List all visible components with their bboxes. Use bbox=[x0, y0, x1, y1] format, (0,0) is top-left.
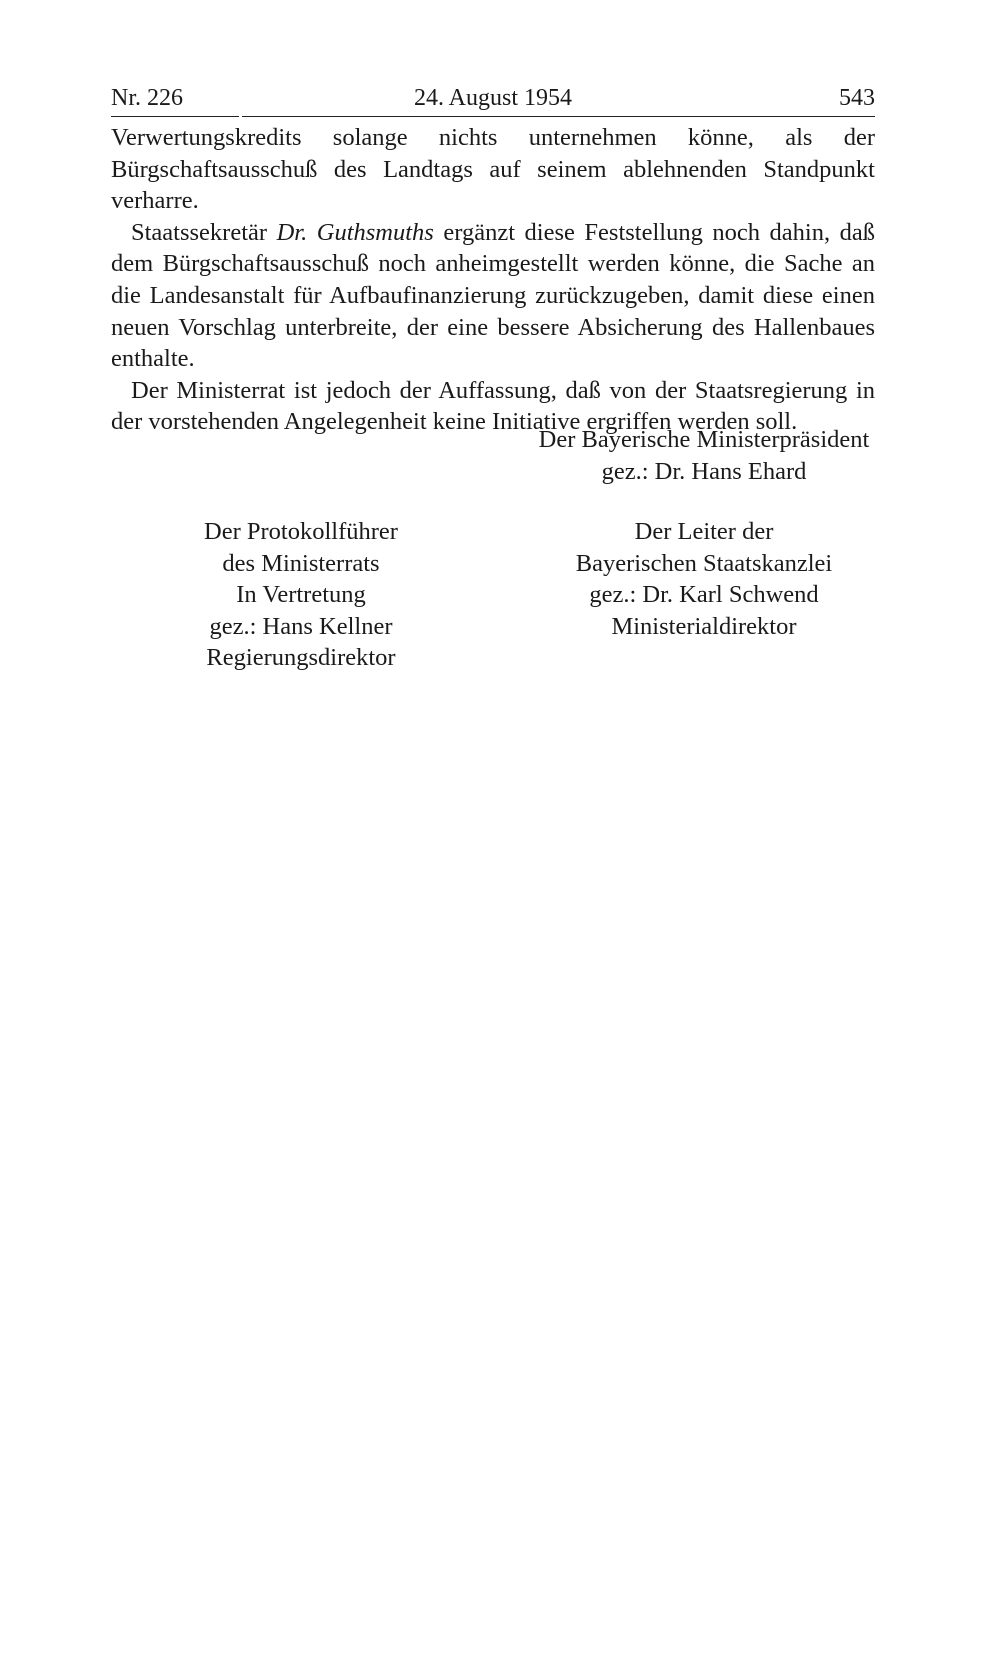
signature-protocol bbox=[151, 516, 451, 674]
document-page bbox=[111, 80, 875, 672]
paragraph-2-rest: ergänzt diese Feststellung noch dahin, daß dem Bürgschaftsausschuß noch anheimgestellt werden könne, die Sache an die Landesanstalt für Aufbaufinanzierung zurückzugeben, damit diese einen neuen Vorschlag unterbreite, der eine bessere Absicherung des Hallenbaues enthalte. bbox=[111, 218, 875, 373]
page-number: 543 bbox=[839, 85, 875, 111]
paragraph-1: Verwertungskredits solange nichts unternehmen könne, als der Bürgschaftsausschuß des Landtags auf seinem ablehnenden Standpunkt verharre. bbox=[111, 124, 875, 215]
document-date: 24. August 1954 bbox=[413, 85, 572, 111]
signature-chancellery-line-4: Ministerialdirektor bbox=[611, 612, 797, 640]
signature-chancellery-line-1: Der Leiter der bbox=[634, 518, 774, 545]
running-header bbox=[111, 80, 875, 118]
header-rule-left bbox=[111, 116, 239, 117]
signature-chancellery bbox=[527, 516, 881, 642]
paragraph-3: Der Ministerrat ist jedoch der Auffassung, daß von der Staatsregierung in der vorstehenden Angelegenheit keine Initiative ergriffen werden soll. bbox=[111, 376, 875, 436]
document-number: Nr. 226 bbox=[111, 85, 183, 111]
signature-president-name: gez.: Dr. Hans Ehard bbox=[601, 457, 807, 485]
signature-protocol-line-3: In Vertretung bbox=[236, 581, 366, 609]
header-rule-right bbox=[242, 116, 875, 117]
body-text bbox=[111, 122, 875, 438]
signature-president-title: Der Bayerische Ministerpräsident bbox=[538, 426, 870, 453]
signature-protocol-line-2: des Ministerrats bbox=[222, 549, 380, 577]
paragraph-2-start: Staatssekretär bbox=[131, 218, 277, 246]
signature-chancellery-line-2: Bayerischen Staatskanzlei bbox=[575, 549, 833, 577]
signature-protocol-line-1: Der Protokollführer bbox=[204, 518, 398, 545]
signature-protocol-line-4: gez.: Hans Kellner bbox=[209, 612, 393, 640]
signature-chancellery-line-3: gez.: Dr. Karl Schwend bbox=[589, 581, 819, 609]
paragraph-2 bbox=[111, 217, 875, 375]
signature-protocol-line-5: Regierungsdirektor bbox=[206, 644, 396, 672]
signature-president bbox=[527, 424, 881, 487]
person-name: Dr. Guthsmuths bbox=[276, 218, 434, 246]
